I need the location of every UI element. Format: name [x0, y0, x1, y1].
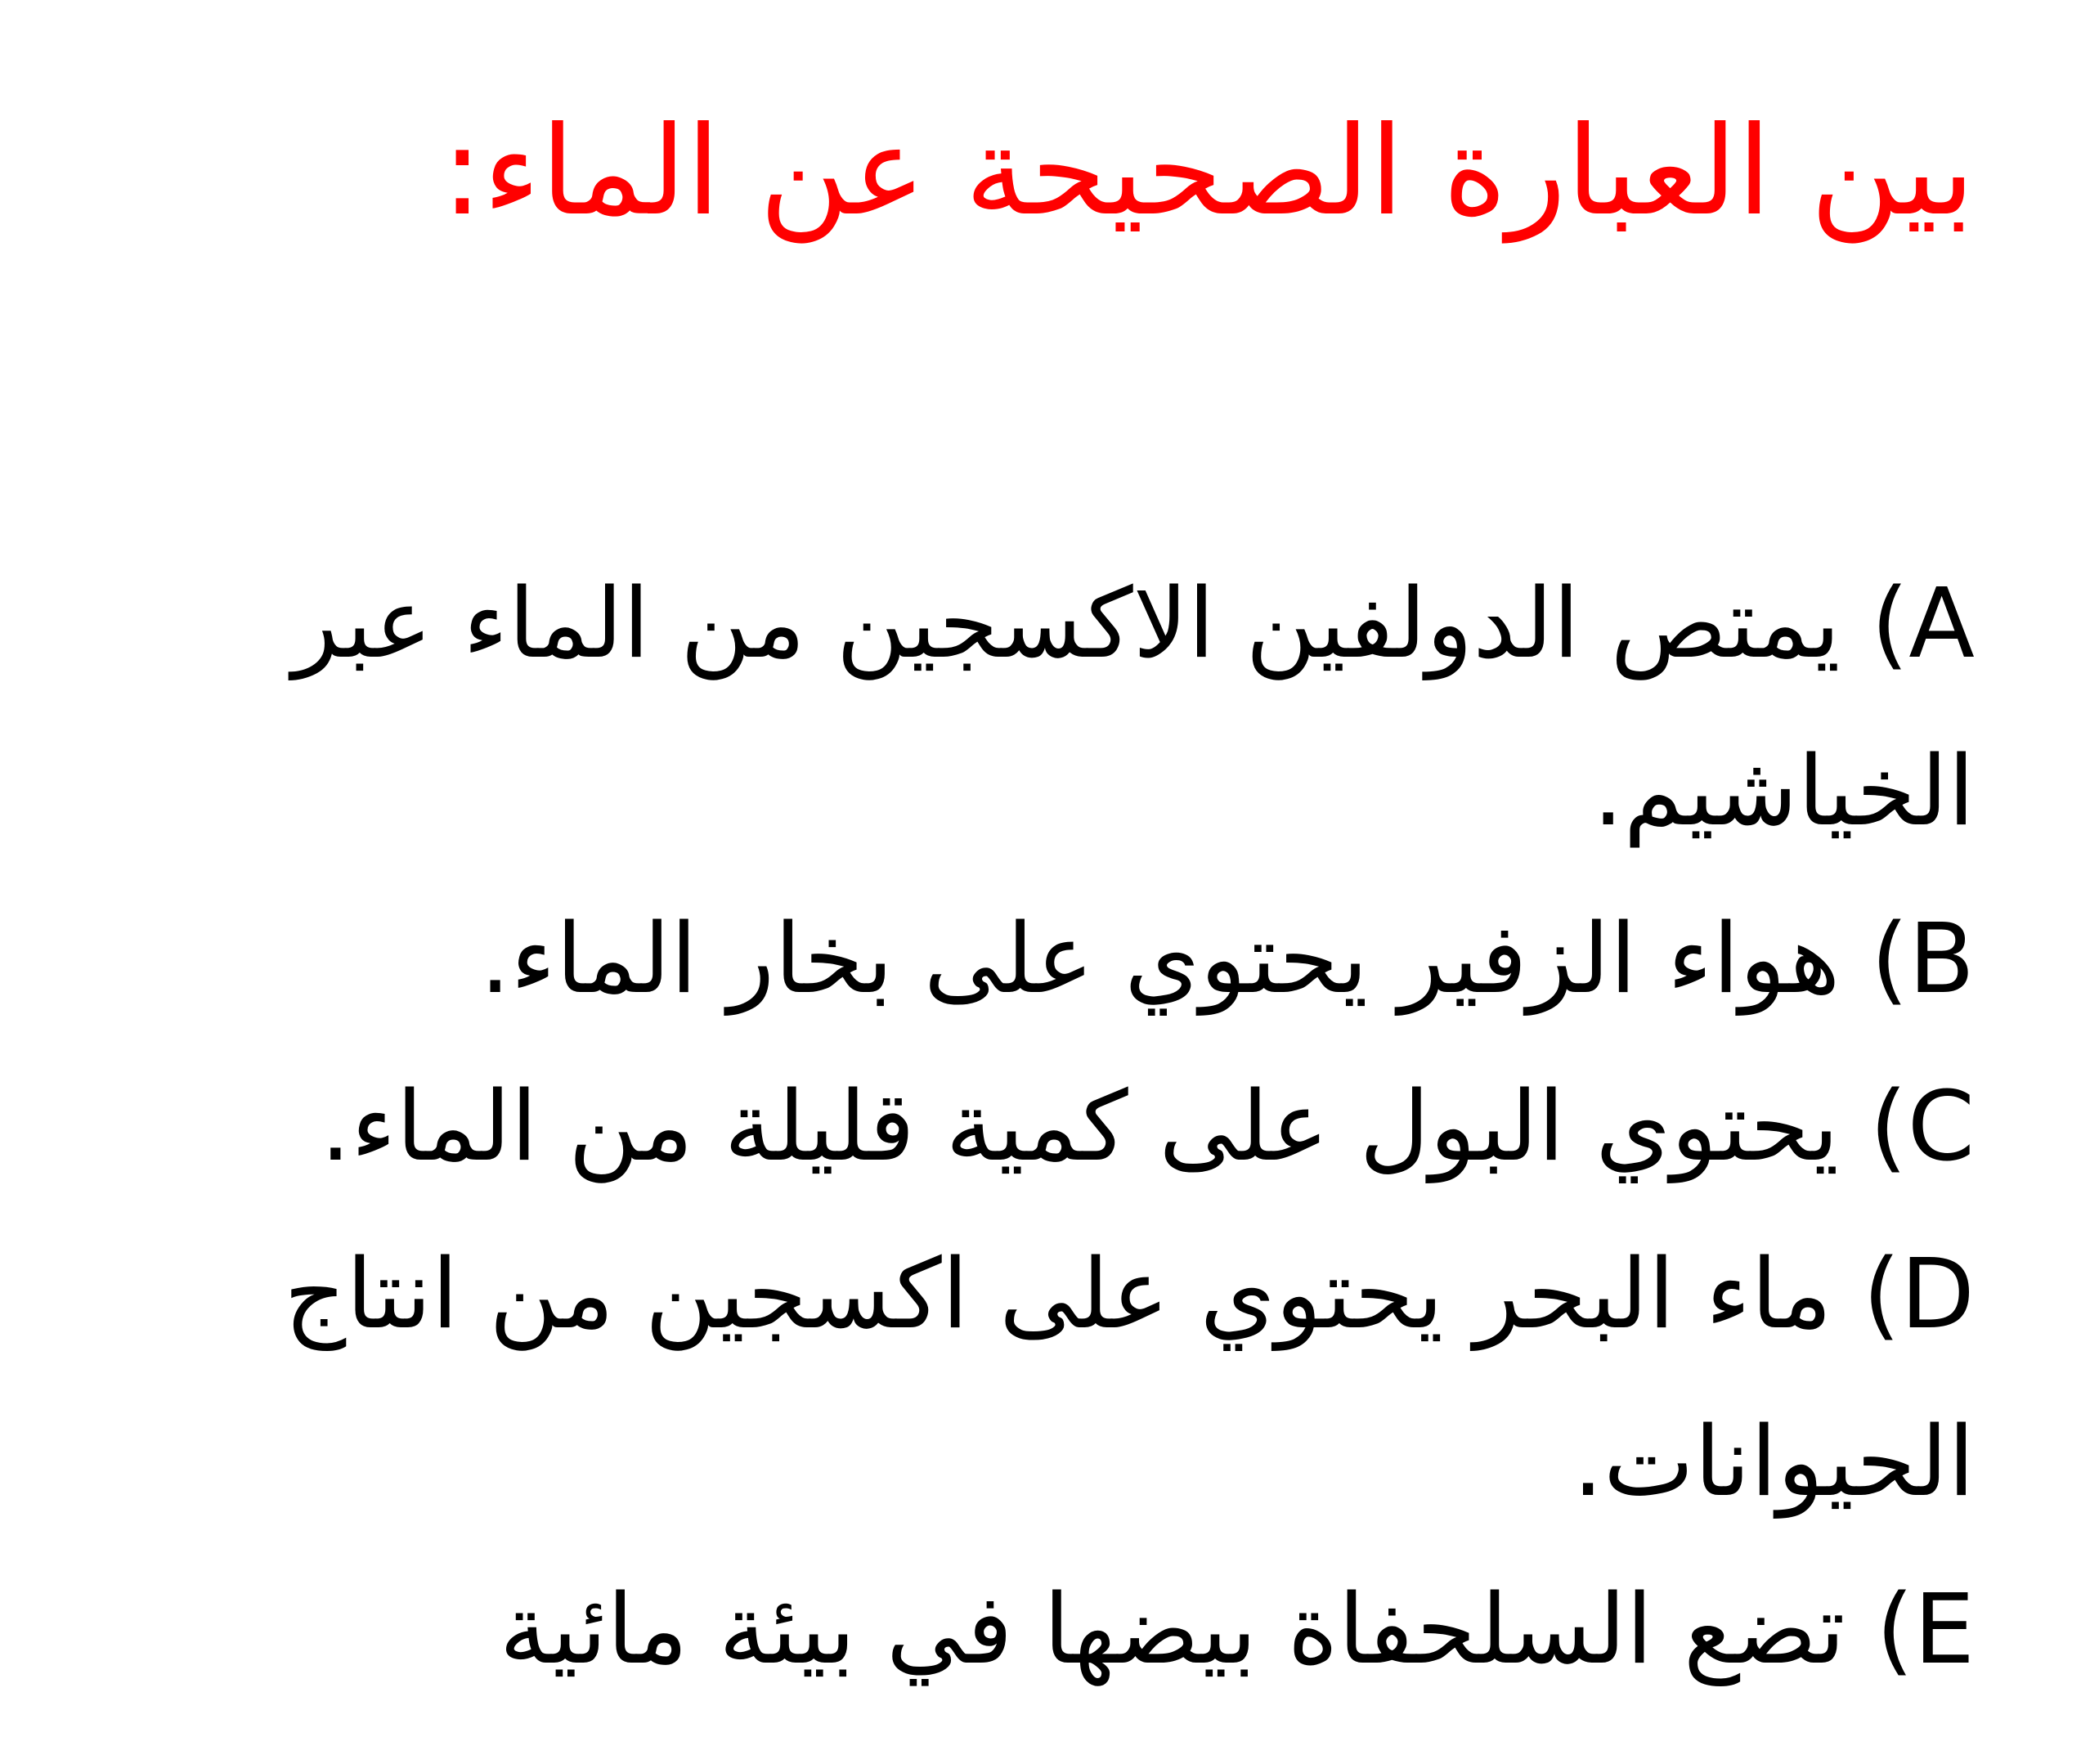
option-letter: B): [1871, 902, 1975, 1015]
option-letter: C): [1869, 1070, 1975, 1183]
option-text: يحتوي البول على كمية قليلة من الماء.: [320, 1070, 1840, 1183]
question-title: بين العبارة الصحيحة عن الماء:: [442, 101, 1975, 243]
answer-options: [94, 540, 1975, 1713]
option-text: هواء الزفير يحتوي على بخار الماء.: [479, 902, 1841, 1015]
option-text: يمتص الدولفين الاكسجين من الماء عبر الخياشيم.: [292, 567, 1975, 847]
option-letter: A): [1871, 567, 1975, 680]
option-a: [94, 540, 1975, 875]
option-text: تضع السلحفاة بيضها في بيئة مائية: [499, 1573, 1846, 1685]
option-text: ماء البحر يحتوي على اكسجين من انتاج الحيوانات.: [284, 1237, 1975, 1518]
option-d: [94, 1210, 1975, 1546]
option-b: [94, 875, 1975, 1043]
option-letter: D): [1863, 1237, 1975, 1350]
option-e: [94, 1546, 1975, 1713]
option-letter: E): [1876, 1573, 1975, 1685]
option-c: [94, 1043, 1975, 1210]
